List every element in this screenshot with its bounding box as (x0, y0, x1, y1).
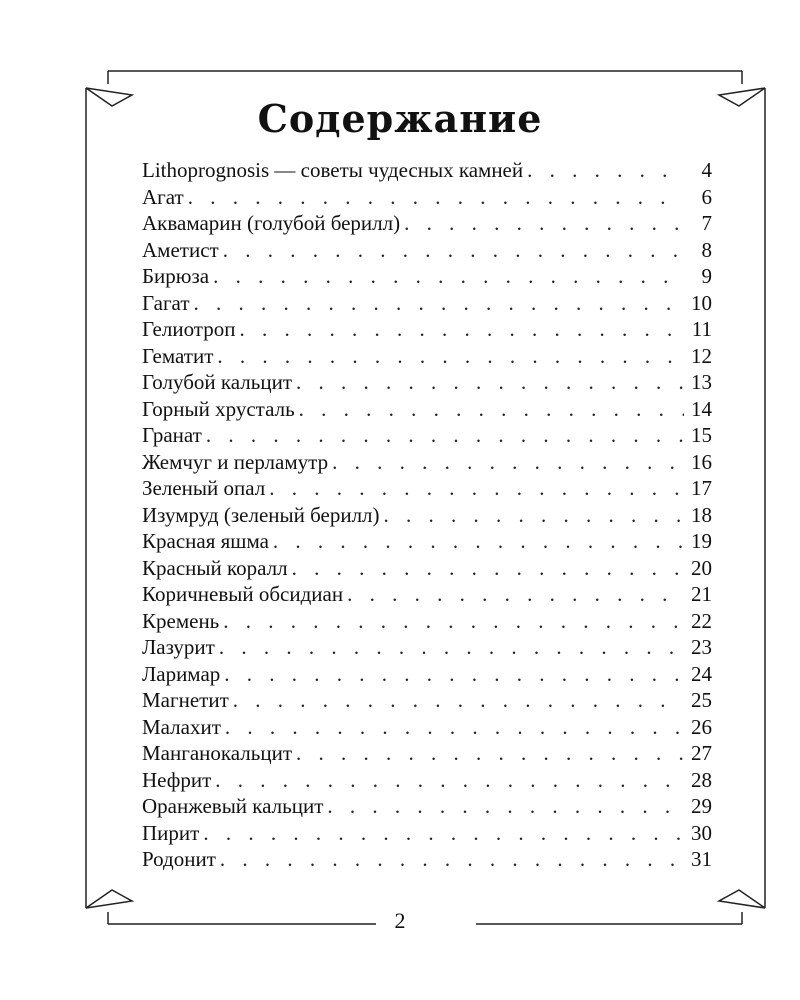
toc-entry[interactable] (142, 237, 712, 264)
toc-dot-leader (292, 555, 684, 582)
toc-entry-label: Пирит (142, 820, 200, 845)
toc-entry-page: 10 (691, 290, 712, 315)
toc-entry[interactable] (142, 369, 712, 396)
toc-dot-leader (233, 687, 684, 714)
toc-entry-label: Родонит (142, 847, 216, 871)
toc-entry-label: Лазурит (142, 635, 215, 659)
toc-dot-leader (327, 793, 684, 820)
toc-entry-page: 28 (691, 767, 712, 792)
toc-dot-leader (188, 184, 684, 211)
toc-dot-leader (347, 581, 684, 608)
toc-entry[interactable] (142, 661, 712, 688)
toc-entry[interactable] (142, 687, 712, 714)
toc-entry-page: 18 (691, 502, 712, 527)
toc-entry[interactable] (142, 210, 712, 237)
toc-dot-leader (299, 396, 684, 423)
toc-dot-leader (273, 528, 684, 555)
toc-entry-page: 23 (691, 635, 712, 659)
toc-entry-label: Красная яшма (142, 529, 269, 553)
toc-entry[interactable] (142, 475, 712, 502)
toc-entry-page: 13 (691, 370, 712, 394)
toc-entry-label: Аметист (142, 237, 219, 262)
toc-dot-leader (332, 449, 684, 476)
toc-dot-leader (215, 767, 684, 794)
toc-entry[interactable] (142, 740, 712, 767)
toc-entry-label: Гранат (142, 423, 202, 447)
toc-entry-page: 6 (701, 184, 712, 209)
toc-entry-label: Манганокальцит (142, 741, 293, 765)
toc-entry-page: 29 (691, 794, 712, 818)
toc-entry-label: Жемчуг и перламутр (142, 449, 329, 474)
toc-dot-leader (296, 369, 684, 396)
toc-dot-leader (225, 714, 684, 741)
toc-entry-page: 31 (691, 847, 712, 871)
toc-entry[interactable] (142, 608, 712, 635)
toc-entry[interactable] (142, 555, 712, 582)
toc-entry[interactable] (142, 449, 712, 476)
toc-entry[interactable] (142, 581, 712, 608)
toc-entry-label: Аквамарин (голубой берилл) (142, 211, 401, 235)
toc-entry-label: Гелиотроп (142, 317, 236, 341)
toc-entry[interactable] (142, 263, 712, 290)
toc-entry-label: Красный коралл (142, 555, 288, 580)
toc-dot-leader (206, 422, 684, 449)
toc-entry-page: 4 (701, 158, 712, 182)
toc-entry-page: 9 (701, 264, 712, 288)
toc-dot-leader (239, 316, 684, 343)
toc-entry-label: Оранжевый кальцит (142, 794, 324, 818)
toc-dot-leader (224, 661, 684, 688)
toc-entry[interactable] (142, 846, 712, 873)
toc-entry-page: 19 (691, 529, 712, 553)
toc-entry-label: Магнетит (142, 688, 229, 712)
toc-dot-leader (296, 740, 684, 767)
toc-entry-page: 30 (691, 820, 712, 845)
toc-dot-leader (220, 846, 684, 873)
toc-entry-page: 26 (691, 714, 712, 739)
toc-entry-page: 11 (691, 317, 712, 341)
page-number: 2 (394, 908, 406, 933)
toc-entry-page: 22 (691, 608, 712, 633)
toc-entry-label: Изумруд (зеленый берилл) (142, 502, 380, 527)
toc-entry-label: Агат (142, 184, 184, 209)
toc-entry-page: 12 (691, 343, 712, 368)
toc-entry-page: 8 (701, 237, 712, 262)
toc-entry-label: Гематит (142, 343, 214, 368)
toc-entry[interactable] (142, 820, 712, 847)
toc-entry[interactable] (142, 767, 712, 794)
toc-entry-label: Бирюза (142, 264, 210, 288)
toc-entry-page: 15 (691, 423, 712, 447)
toc-entry-label: Lithoprognosis — советы чудесных камней (142, 158, 524, 182)
toc-dot-leader (223, 608, 684, 635)
toc-entry-label: Гагат (142, 290, 190, 315)
toc-entry[interactable] (142, 634, 712, 661)
toc-entry[interactable] (142, 793, 712, 820)
page-title: Содержание (257, 96, 543, 141)
toc-entry[interactable] (142, 157, 712, 184)
toc-entry-label: Зеленый опал (142, 476, 266, 500)
toc-dot-leader (219, 634, 684, 661)
toc-dot-leader (269, 475, 684, 502)
toc-dot-leader (404, 210, 684, 237)
toc-entry-page: 17 (691, 476, 712, 500)
toc-entry[interactable] (142, 422, 712, 449)
toc-entry-page: 24 (691, 661, 712, 686)
toc-entry-label: Ларимар (142, 661, 221, 686)
toc-entry-page: 27 (691, 741, 712, 765)
toc-entry-label: Коричневый обсидиан (142, 582, 344, 606)
toc-dot-leader (217, 343, 684, 370)
toc-entry-label: Голубой кальцит (142, 370, 292, 394)
toc-entry[interactable] (142, 184, 712, 211)
toc-dot-leader (384, 502, 684, 529)
toc-dot-leader (213, 263, 684, 290)
toc-entry[interactable] (142, 502, 712, 529)
toc-entry-label: Горный хрусталь (142, 396, 295, 421)
toc-entry-page: 16 (691, 449, 712, 474)
toc-entry[interactable] (142, 290, 712, 317)
toc-entry-page: 25 (691, 688, 712, 712)
toc-entry-page: 21 (691, 582, 712, 606)
toc-entry-label: Нефрит (142, 767, 212, 792)
toc-entry-page: 7 (701, 211, 712, 235)
toc-entry-label: Малахит (142, 714, 221, 739)
toc-entry[interactable] (142, 528, 712, 555)
toc-entry-page: 20 (691, 555, 712, 580)
table-of-contents (142, 157, 712, 873)
toc-dot-leader (194, 290, 684, 317)
toc-entry[interactable] (142, 343, 712, 370)
toc-entry[interactable] (142, 714, 712, 741)
toc-entry[interactable] (142, 396, 712, 423)
toc-dot-leader (203, 820, 684, 847)
toc-dot-leader (527, 157, 684, 184)
toc-entry-label: Кремень (142, 608, 220, 633)
toc-entry-page: 14 (691, 396, 712, 421)
toc-entry[interactable] (142, 316, 712, 343)
toc-dot-leader (223, 237, 684, 264)
